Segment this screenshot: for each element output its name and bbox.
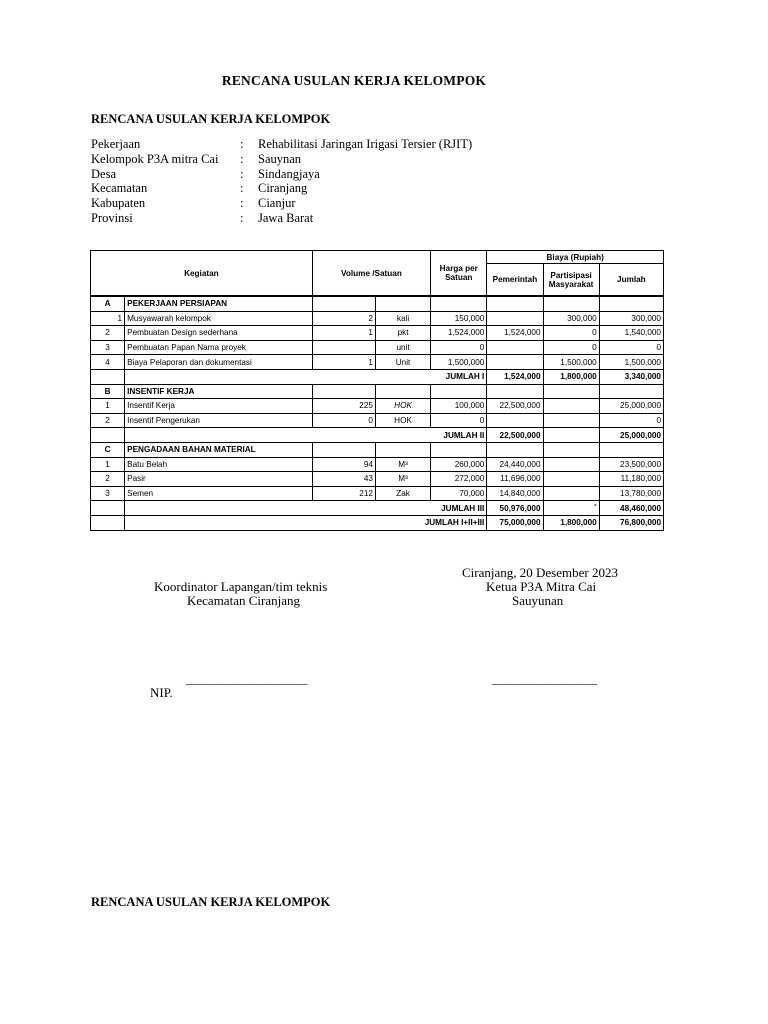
section-title: PEKERJAAN PERSIAPAN — [125, 296, 313, 311]
section-code: C — [91, 442, 125, 457]
row-volume: 1 — [312, 355, 375, 370]
header-row-1 — [91, 251, 664, 264]
place-date: Ciranjang, 20 Desember 2023 — [462, 565, 618, 580]
table-row — [91, 326, 664, 341]
row-partisipasi: 300,000 — [543, 311, 599, 326]
section-code: A — [91, 296, 125, 311]
header-biaya: Biaya (Rupiah) — [487, 251, 664, 264]
row-partisipasi — [543, 472, 599, 487]
row-no: 1 — [91, 399, 125, 414]
row-kegiatan: Insentif Pengerukan — [125, 413, 313, 428]
row-harga: 0 — [431, 340, 487, 355]
row-harga: 260,000 — [431, 457, 487, 472]
row-partisipasi — [543, 457, 599, 472]
row-partisipasi: 0 — [543, 340, 599, 355]
row-partisipasi: 1,500,000 — [543, 355, 599, 370]
info-label: Kabupaten — [91, 196, 146, 211]
document-subtitle: RENCANA USULAN KERJA KELOMPOK — [91, 112, 331, 126]
row-jumlah: 25,000,000 — [599, 399, 663, 414]
subtotal-label: JUMLAH I — [125, 369, 487, 384]
row-partisipasi — [543, 399, 599, 414]
header-kegiatan: Kegiatan — [91, 251, 313, 297]
table-row — [91, 355, 664, 370]
table-row — [91, 472, 664, 487]
subtotal-jumlah: 48,460,000 — [599, 501, 663, 516]
row-harga: 272,000 — [431, 472, 487, 487]
coordinator-title: Koordinator Lapangan/tim teknis — [154, 579, 328, 594]
row-partisipasi — [543, 486, 599, 501]
row-harga: 70,000 — [431, 486, 487, 501]
row-pemerintah: 22,500,000 — [487, 399, 543, 414]
row-satuan: pkt — [375, 326, 430, 341]
info-value: Rehabilitasi Jaringan Irigasi Tersier (RJIT) — [258, 137, 473, 151]
row-volume: 0 — [312, 413, 375, 428]
info-colon: : — [240, 181, 244, 196]
row-harga: 1,524,000 — [431, 326, 487, 341]
row-satuan: M³ — [375, 472, 430, 487]
subtotal-partisipasi: 1,800,000 — [543, 369, 599, 384]
info-colon: : — [240, 166, 244, 181]
grand-total-row — [91, 515, 664, 530]
subtotal-row — [91, 428, 664, 443]
subtotal-partisipasi: - — [543, 501, 599, 516]
ketua-org: Sauyunan — [512, 593, 564, 608]
row-no: 3 — [91, 486, 125, 501]
row-pemerintah — [487, 355, 543, 370]
table-row — [91, 457, 664, 472]
table-row — [91, 311, 664, 326]
row-volume: 212 — [312, 486, 375, 501]
header-volume: Volume /Satuan — [312, 251, 430, 297]
header-harga: Harga per Satuan — [431, 251, 487, 297]
header-jumlah: Jumlah — [599, 264, 663, 297]
info-value: Sindangjaya — [258, 166, 320, 181]
row-pemerintah — [487, 340, 543, 355]
row-harga: 0 — [431, 413, 487, 428]
info-value: Sauynan — [258, 151, 302, 166]
row-jumlah: 1,540,000 — [599, 326, 663, 341]
row-harga: 1,500,000 — [431, 355, 487, 370]
row-volume: 225 — [312, 399, 375, 414]
row-pemerintah — [487, 311, 543, 326]
row-satuan: kali — [375, 311, 430, 326]
row-partisipasi — [543, 413, 599, 428]
coordinator-signature-line: ______________________ — [186, 672, 307, 686]
section-title: PENGADAAN BAHAN MATERIAL — [125, 442, 313, 457]
info-label: Kelompok P3A mitra Cai — [91, 151, 219, 166]
info-colon: : — [240, 210, 244, 225]
row-pemerintah: 24,440,000 — [487, 457, 543, 472]
grand-total-pemerintah: 75,000,000 — [487, 515, 543, 530]
section-code: B — [91, 384, 125, 399]
info-label: Desa — [91, 166, 116, 181]
row-pemerintah — [487, 413, 543, 428]
row-kegiatan: Pembuatan Papan Nama proyek — [125, 340, 313, 355]
subtotal-jumlah: 3,340,000 — [599, 369, 663, 384]
info-colon: : — [240, 151, 244, 166]
grand-total-partisipasi: 1,800,000 — [543, 515, 599, 530]
row-volume: 2 — [312, 311, 375, 326]
subtotal-row — [91, 501, 664, 516]
row-jumlah: 0 — [599, 413, 663, 428]
info-value: Ciranjang — [258, 181, 308, 196]
row-jumlah: 23,500,000 — [599, 457, 663, 472]
row-satuan: Unit — [375, 355, 430, 370]
table-row — [91, 413, 664, 428]
row-harga: 100,000 — [431, 399, 487, 414]
row-jumlah: 11,180,000 — [599, 472, 663, 487]
row-no: 4 — [91, 355, 125, 370]
info-value: Jawa Barat — [258, 210, 314, 225]
row-satuan: M³ — [375, 457, 430, 472]
row-kegiatan: Semen — [125, 486, 313, 501]
row-no: 1 — [91, 457, 125, 472]
subtotal-jumlah: 25,000,000 — [599, 428, 663, 443]
section-title: INSENTIF KERJA — [125, 384, 313, 399]
info-value: Cianjur — [258, 196, 296, 211]
subtotal-pemerintah: 50,976,000 — [487, 501, 543, 516]
next-page-title: RENCANA USULAN KERJA KELOMPOK — [91, 895, 331, 909]
row-kegiatan: Insentif Kerja — [125, 399, 313, 414]
row-satuan: HOK — [375, 413, 430, 428]
ketua-signature-line: ___________________ — [492, 672, 597, 686]
subtotal-row — [91, 369, 664, 384]
row-volume: 94 — [312, 457, 375, 472]
header-partisipasi: Partisipasi Masyarakat — [543, 264, 599, 297]
row-kegiatan: Biaya Pelaporan dan dokumentasi — [125, 355, 313, 370]
subtotal-label: JUMLAH II — [125, 428, 487, 443]
nip-label: NIP. — [150, 685, 173, 700]
row-volume — [312, 340, 375, 355]
table-row — [91, 340, 664, 355]
document-title: RENCANA USULAN KERJA KELOMPOK — [221, 73, 487, 88]
row-no: 3 — [91, 340, 125, 355]
ketua-title: Ketua P3A Mitra Cai — [486, 579, 597, 594]
grand-total-jumlah: 76,800,000 — [599, 515, 663, 530]
row-satuan: HOK — [375, 399, 430, 414]
subtotal-pemerintah: 1,524,000 — [487, 369, 543, 384]
row-satuan: unit — [375, 340, 430, 355]
header-pemerintah: Pemerintah — [487, 264, 543, 297]
row-no: 2 — [91, 326, 125, 341]
row-pemerintah: 1,524,000 — [487, 326, 543, 341]
table-row — [91, 486, 664, 501]
subtotal-pemerintah: 22,500,000 — [487, 428, 543, 443]
row-kegiatan: Pembuatan Design sederhana — [125, 326, 313, 341]
subtotal-label: JUMLAH III — [125, 501, 487, 516]
row-volume: 43 — [312, 472, 375, 487]
info-colon: : — [240, 137, 244, 151]
row-kegiatan: Batu Belah — [125, 457, 313, 472]
section-c-row — [91, 442, 664, 457]
row-jumlah: 13,780,000 — [599, 486, 663, 501]
subtotal-partisipasi — [543, 428, 599, 443]
row-no: 2 — [91, 413, 125, 428]
info-label: Kecamatan — [91, 181, 148, 196]
row-pemerintah: 14,840,000 — [487, 486, 543, 501]
row-kegiatan: Pasir — [125, 472, 313, 487]
section-b-row — [91, 384, 664, 399]
row-satuan: Zak — [375, 486, 430, 501]
section-a-row — [91, 296, 664, 311]
row-harga: 150,000 — [431, 311, 487, 326]
row-no: 2 — [91, 472, 125, 487]
row-volume: 1 — [312, 326, 375, 341]
info-colon: : — [240, 196, 244, 211]
info-label: Provinsi — [91, 210, 133, 225]
row-pemerintah: 11,696,000 — [487, 472, 543, 487]
coordinator-org: Kecamatan Ciranjang — [187, 593, 300, 608]
row-jumlah: 300,000 — [599, 311, 663, 326]
row-kegiatan: Musyawarah kelompok — [125, 311, 313, 326]
row-jumlah: 1,500,000 — [599, 355, 663, 370]
row-no: 1 — [91, 311, 125, 326]
budget-table — [90, 250, 664, 531]
row-jumlah: 0 — [599, 340, 663, 355]
table-row — [91, 399, 664, 414]
grand-total-label: JUMLAH I+II+III — [125, 515, 487, 530]
info-label: Pekerjaan — [91, 137, 141, 151]
row-partisipasi: 0 — [543, 326, 599, 341]
